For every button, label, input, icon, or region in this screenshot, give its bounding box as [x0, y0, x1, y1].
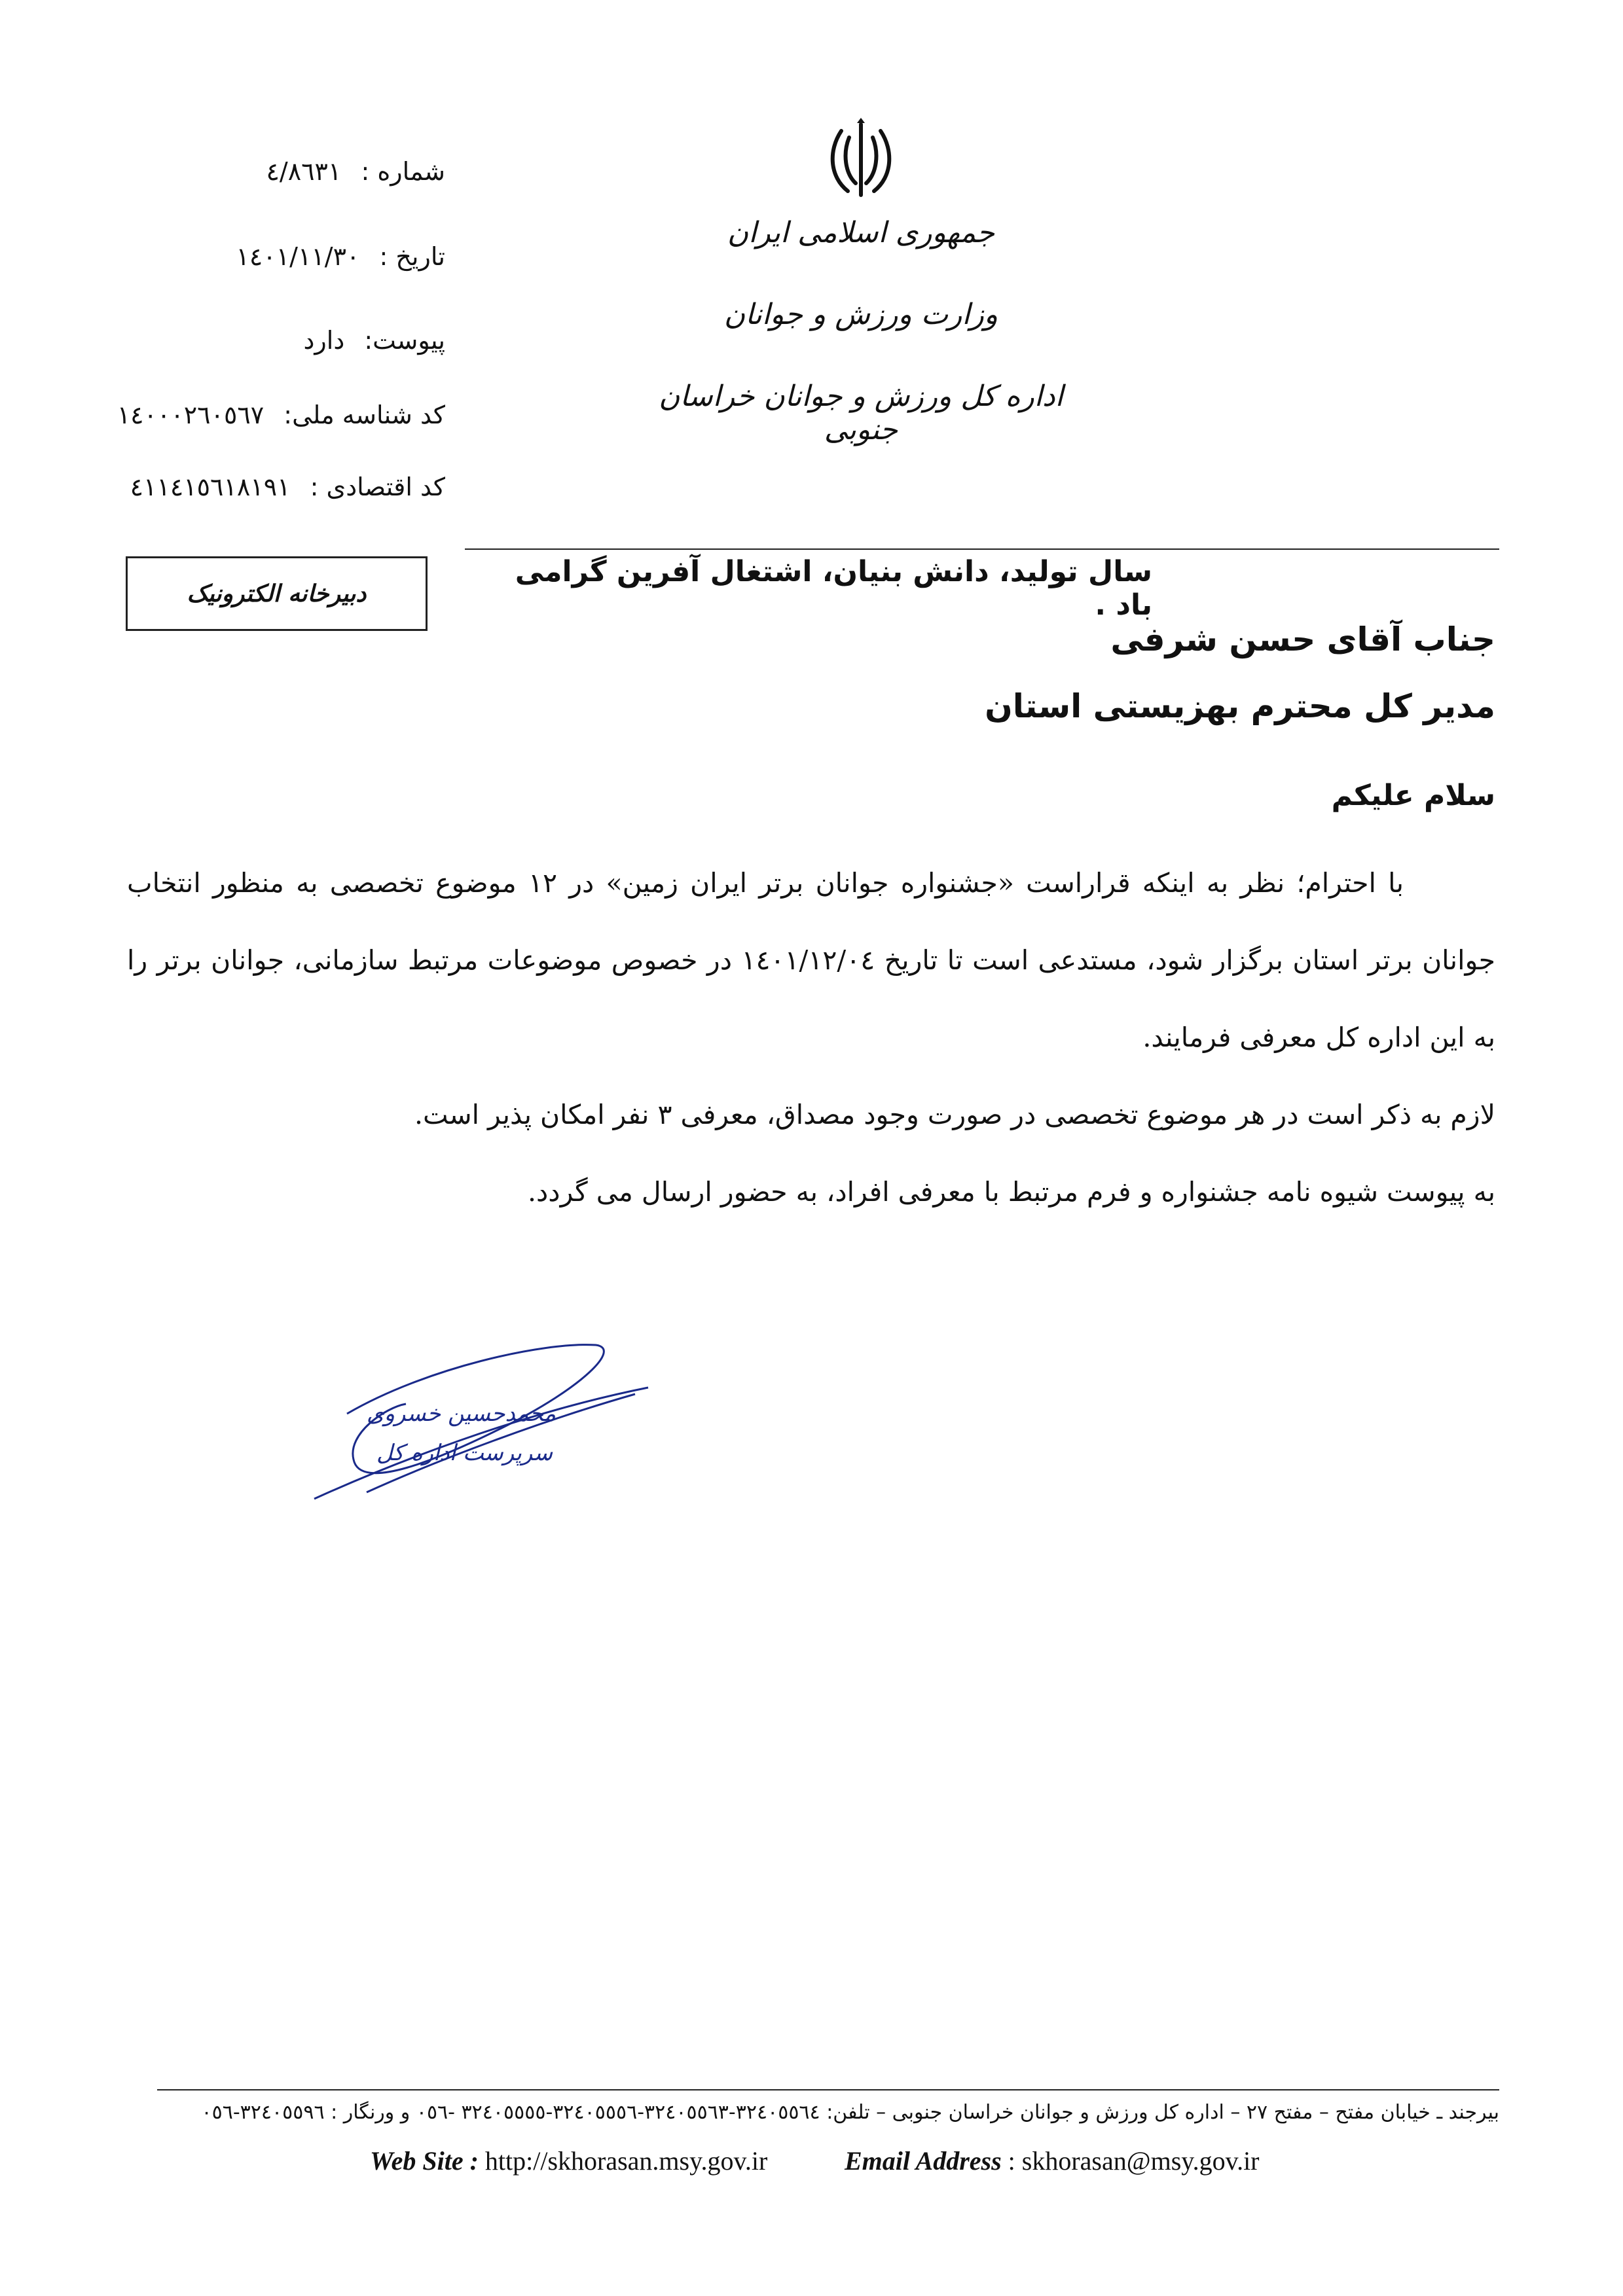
letter-attachment-value: دارد [303, 326, 345, 355]
economic-code [65, 473, 445, 501]
email-label: Email Address [845, 2146, 1002, 2176]
body-paragraph-3: به پیوست شیوه نامه جشنواره و فرم مرتبط با معرفی افراد، به حضور ارسال می گردد. [528, 1176, 1495, 1208]
body-paragraph-2: لازم به ذکر است در هر موضوع تخصصی در صورت وجود مصداق، معرفی ٣ نفر امکان پذیر است. [414, 1099, 1495, 1130]
iran-emblem-icon [822, 118, 900, 203]
letter-number-value: ٤/٨٦٣١ [266, 157, 342, 186]
ministry-line-2: وزارت ورزش و جوانان [723, 298, 998, 331]
addressee-title: مدیر کل محترم بهزیستی استان [985, 687, 1495, 725]
economic-code-label: کد اقتصادی : [310, 473, 445, 501]
letter-date-label: تاریخ : [379, 242, 445, 271]
addressee-name: جناب آقای حسن شرفی [1110, 620, 1495, 658]
letter-number [65, 157, 445, 186]
letter-attachment-label: پیوست: [364, 326, 445, 355]
body-paragraph-1: با احترام؛ نظر به اینکه قراراست «جشنواره جوانان برتر ایران زمین» در ١٢ موضوع تخصصی به منظور انتخاب جوانان برتر استان برگزار شود، مستدعی است تا تاریخ ١٤٠١/١٢/٠٤ در خصوص موضوعات مرتبط سازمانی، جوانان برتر را به این اداره کل معرفی فرمایند. [127, 867, 1496, 1053]
national-id [65, 401, 445, 429]
letter-date [65, 242, 445, 271]
year-slogan: سال تولید، دانش بنیان، اشتغال آفرین گرامی باد . [515, 555, 1152, 622]
footer-website [370, 2145, 767, 2176]
ministry-line-3: اداره کل ورزش و جوانان خراسان جنوبی [659, 380, 1063, 446]
website-value[interactable]: http://skhorasan.msy.gov.ir [484, 2146, 768, 2176]
letter-date-value: ١٤٠١/١١/٣٠ [236, 242, 360, 271]
national-id-label: کد شناسه ملی: [283, 401, 445, 429]
electronic-secretariat-box: دبیرخانه الکترونیک [126, 556, 428, 631]
signatory-name: محمدحسین خسروی [367, 1401, 556, 1427]
ministry-line-1: جمهوری اسلامی ایران [727, 216, 995, 249]
website-label: Web Site : [370, 2146, 479, 2176]
footer-rule [157, 2089, 1499, 2090]
letter-attachment [65, 326, 445, 355]
footer-email [845, 2145, 1260, 2176]
economic-code-value: ٤١١٤١٥٦١٨١٩١ [130, 473, 291, 501]
letter-body [127, 844, 1495, 1230]
national-id-value: ١٤٠٠٠٢٦٠٥٦٧ [117, 401, 264, 429]
email-value[interactable]: : skhorasan@msy.gov.ir [1008, 2146, 1260, 2176]
salutation: سلام علیکم [1331, 779, 1495, 812]
footer-address: بیرجند ـ خیابان مفتح – مفتح ٢٧ – اداره کل ورزش و جوانان خراسان جنوبی – تلفن: ٣٢٤٠٥٥٦٤-٣٢٤٠٥٥٦٣-٣٢٤٠٥٥٥٦-٣٢٤٠٥٥٥٥ -٠٥٦ و ورنگار : ٣٢٤٠٥٥٩٦-٠٥٦ [201, 2101, 1499, 2124]
header-rule [465, 548, 1499, 550]
signatory-title: سرپرست اداره کل [376, 1440, 553, 1466]
letter-number-label: شماره : [361, 157, 445, 186]
